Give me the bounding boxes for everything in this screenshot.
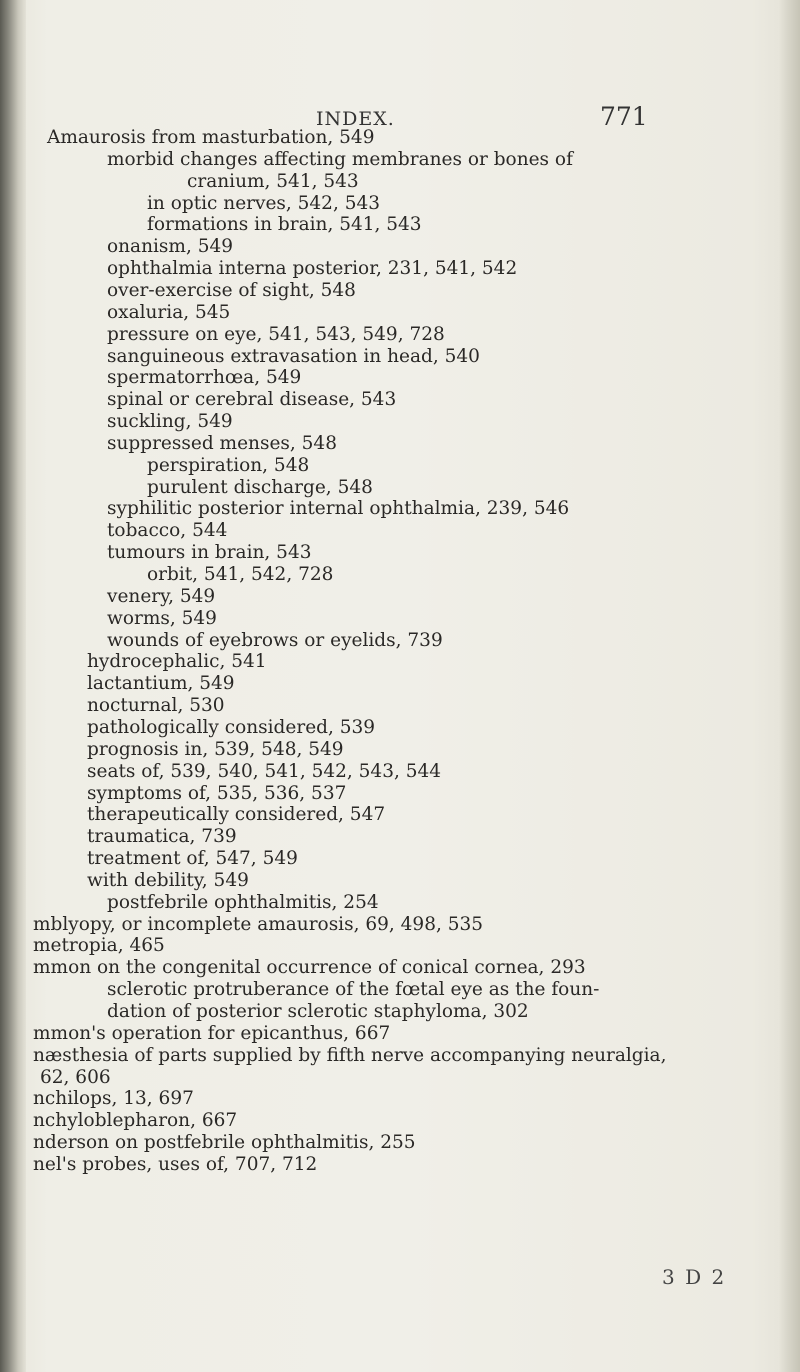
index-line: seats of, 539, 540, 541, 542, 543, 544 <box>87 760 442 782</box>
index-line: worms, 549 <box>107 607 217 629</box>
index-line: spermatorrhœa, 549 <box>107 367 302 389</box>
index-line: orbit, 541, 542, 728 <box>147 564 334 585</box>
index-line: syphilitic posterior internal ophthalmia, 239, 546 <box>107 498 570 520</box>
index-line: nocturnal, 530 <box>87 695 225 717</box>
page-outer-edge <box>778 0 800 1372</box>
index-line: oxaluria, 545 <box>107 301 231 323</box>
index-line: mmon's operation for epicanthus, 667 <box>33 1022 391 1044</box>
index-line: venery, 549 <box>107 585 216 607</box>
index-line: spinal or cerebral disease, 543 <box>107 389 397 411</box>
index-line: nel's probes, uses of, 707, 712 <box>33 1153 318 1175</box>
index-line: Amaurosis from masturbation, 549 <box>47 127 375 148</box>
index-line: sanguineous extravasation in head, 540 <box>107 345 480 367</box>
index-line: purulent discharge, 548 <box>147 476 373 498</box>
index-line: metropia, 465 <box>33 935 165 957</box>
index-line: tumours in brain, 543 <box>107 542 312 564</box>
index-line: over-exercise of sight, 548 <box>107 279 356 301</box>
index-line: morbid changes affecting membranes or bones of <box>107 148 573 170</box>
index-line: pathologically considered, 539 <box>87 716 376 738</box>
index-line: treatment of, 547, 549 <box>87 848 298 870</box>
index-line: with debility, 549 <box>87 869 249 891</box>
index-line: sclerotic protruberance of the fœtal eye as the foun- <box>107 979 600 1001</box>
index-line: mmon on the congenital occurrence of conical cornea, 293 <box>33 957 586 979</box>
index-line: ophthalmia interna posterior, 231, 541, 542 <box>107 258 518 280</box>
index-line: cranium, 541, 543 <box>187 170 359 192</box>
index-line: perspiration, 548 <box>147 454 310 476</box>
index-line: pressure on eye, 541, 543, 549, 728 <box>107 323 445 345</box>
index-line: nderson on postfebrile ophthalmitis, 255 <box>33 1132 416 1154</box>
index-line: mblyopy, or incomplete amaurosis, 69, 498, 535 <box>33 913 484 935</box>
index-line: onanism, 549 <box>107 236 234 258</box>
signature-mark: 3 D 2 <box>662 1265 727 1289</box>
index-line: dation of posterior sclerotic staphyloma, 302 <box>107 1001 529 1022</box>
index-line: tobacco, 544 <box>107 520 228 542</box>
index-line: in optic nerves, 542, 543 <box>147 192 381 214</box>
page-binding-edge <box>0 0 26 1372</box>
index-line: lactantium, 549 <box>87 673 235 695</box>
index-line: nchyloblepharon, 667 <box>33 1110 238 1132</box>
page-number: 771 <box>600 102 648 131</box>
index-line: symptoms of, 535, 536, 537 <box>87 782 347 804</box>
index-line: prognosis in, 539, 548, 549 <box>87 738 344 760</box>
index-line: suckling, 549 <box>107 411 233 433</box>
index-line: traumatica, 739 <box>87 826 237 848</box>
index-line: wounds of eyebrows or eyelids, 739 <box>107 629 443 651</box>
index-line: therapeutically considered, 547 <box>87 804 386 826</box>
index-line: suppressed menses, 548 <box>107 432 337 454</box>
index-line: nchilops, 13, 697 <box>33 1088 194 1110</box>
running-title: INDEX. <box>316 108 395 130</box>
index-line: næsthesia of parts supplied by fifth nerve accompanying neuralgia, <box>33 1044 667 1066</box>
index-line: 62, 606 <box>40 1066 111 1088</box>
index-line: postfebrile ophthalmitis, 254 <box>107 891 379 913</box>
index-line: formations in brain, 541, 543 <box>147 214 422 236</box>
index-line: hydrocephalic, 541 <box>87 651 267 673</box>
